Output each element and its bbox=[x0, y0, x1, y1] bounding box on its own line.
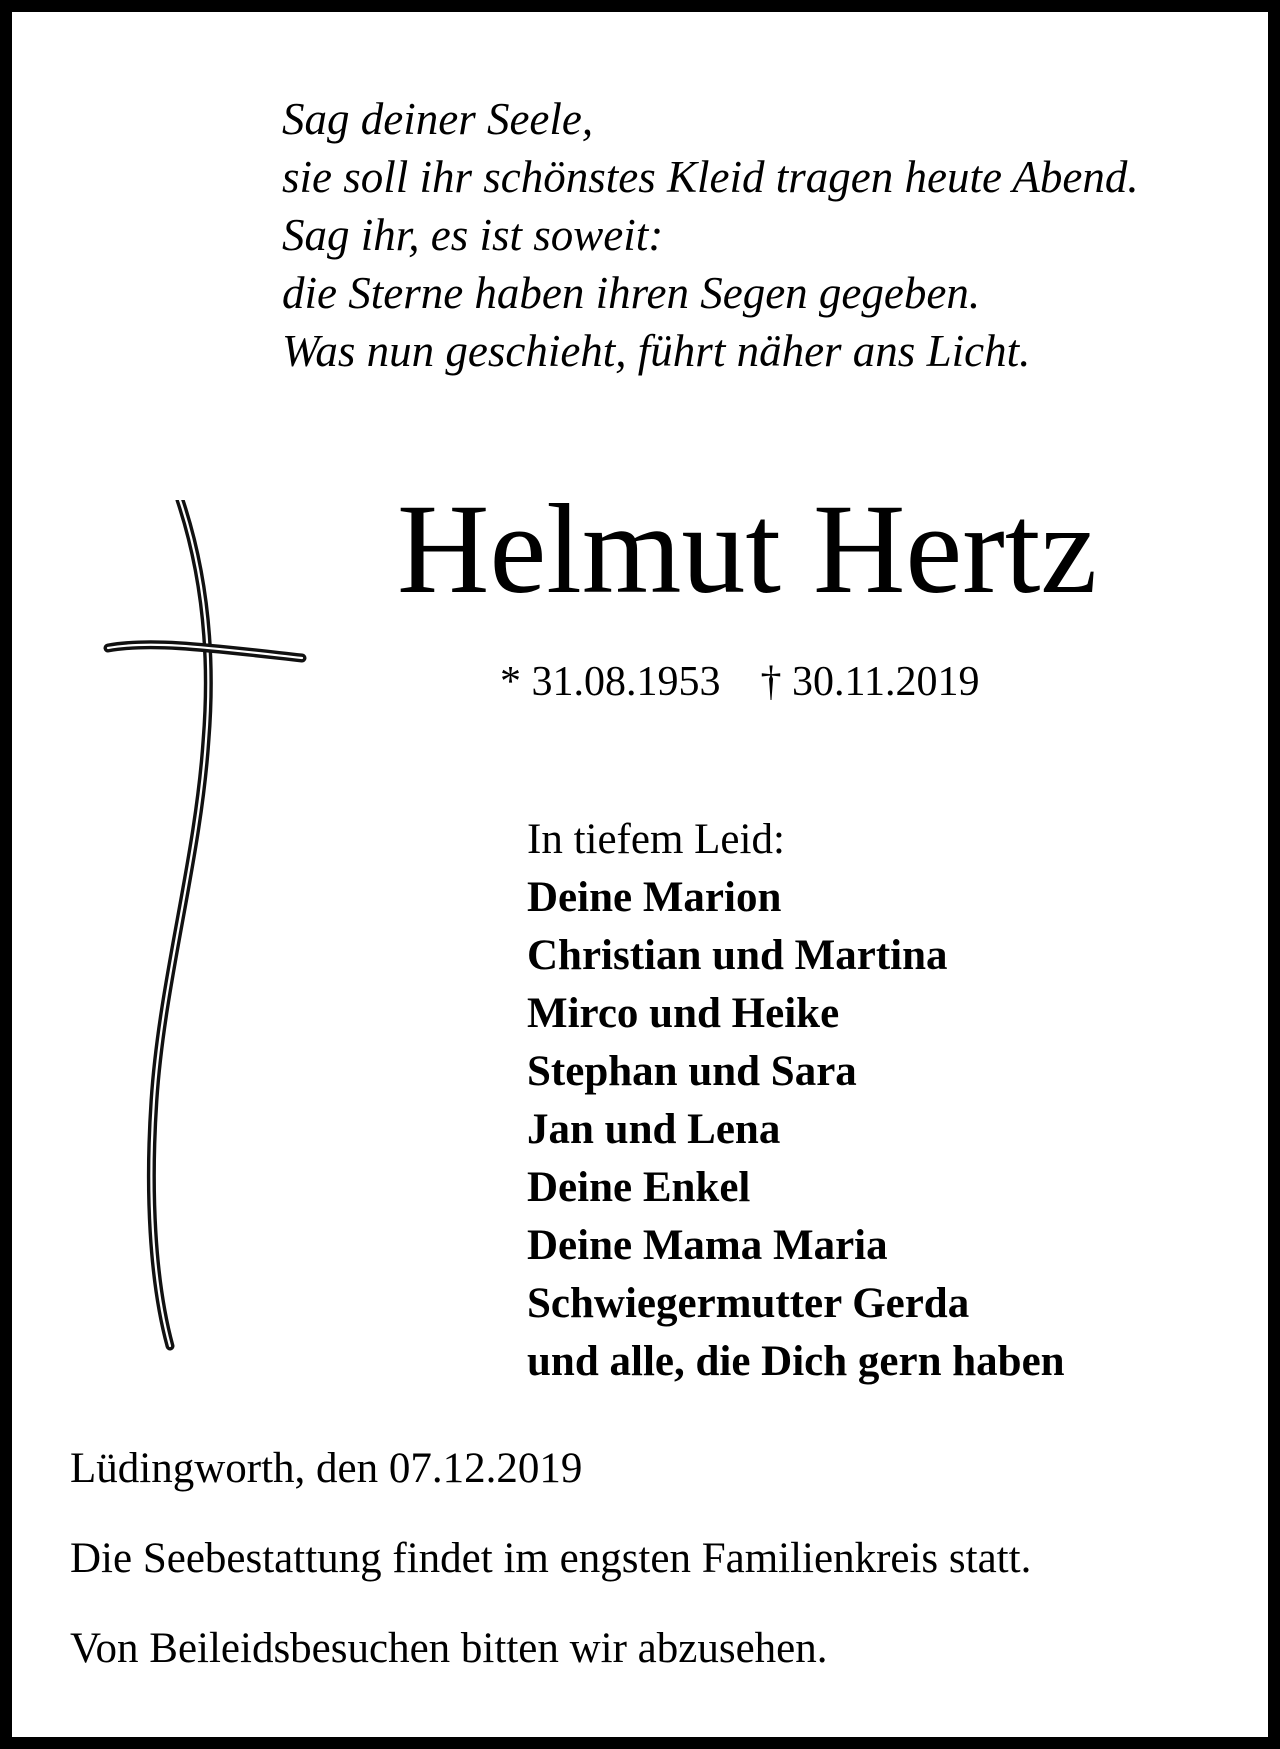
birth-date: * 31.08.1953 bbox=[500, 659, 721, 705]
mourner-name: Deine Marion bbox=[527, 874, 782, 921]
poem-line: Was nun geschieht, führt näher ans Licht. bbox=[282, 326, 1031, 376]
mourner-name: Jan und Lena bbox=[527, 1106, 781, 1153]
mourner-name: Deine Enkel bbox=[527, 1164, 751, 1211]
mourner-name: Christian und Martina bbox=[527, 932, 948, 979]
poem bbox=[282, 90, 1139, 380]
poem-line: sie soll ihr schönstes Kleid tragen heute Abend. bbox=[282, 152, 1139, 202]
deceased-name: Helmut Hertz bbox=[397, 478, 1098, 620]
poem-line: Sag ihr, es ist soweit: bbox=[282, 210, 664, 260]
place-and-date: Lüdingworth, den 07.12.2019 bbox=[70, 1445, 583, 1492]
condolence-note: Von Beileidsbesuchen bitten wir abzusehen. bbox=[70, 1625, 828, 1672]
mourners-intro: In tiefem Leid: bbox=[527, 816, 785, 863]
burial-note: Die Seebestattung findet im engsten Familienkreis statt. bbox=[70, 1535, 1032, 1582]
mourner-name: Mirco und Heike bbox=[527, 990, 840, 1037]
mourner-name: und alle, die Dich gern haben bbox=[527, 1338, 1065, 1385]
mourner-name: Stephan und Sara bbox=[527, 1048, 857, 1095]
life-dates bbox=[500, 657, 979, 707]
poem-line: Sag deiner Seele, bbox=[282, 94, 594, 144]
mourner-name: Deine Mama Maria bbox=[527, 1222, 888, 1269]
poem-line: die Sterne haben ihren Segen gegeben. bbox=[282, 268, 981, 318]
mourner-name: Schwiegermutter Gerda bbox=[527, 1280, 970, 1327]
death-date: † 30.11.2019 bbox=[760, 659, 980, 705]
mourners-block bbox=[527, 811, 1065, 1391]
cross-icon bbox=[102, 500, 322, 1360]
